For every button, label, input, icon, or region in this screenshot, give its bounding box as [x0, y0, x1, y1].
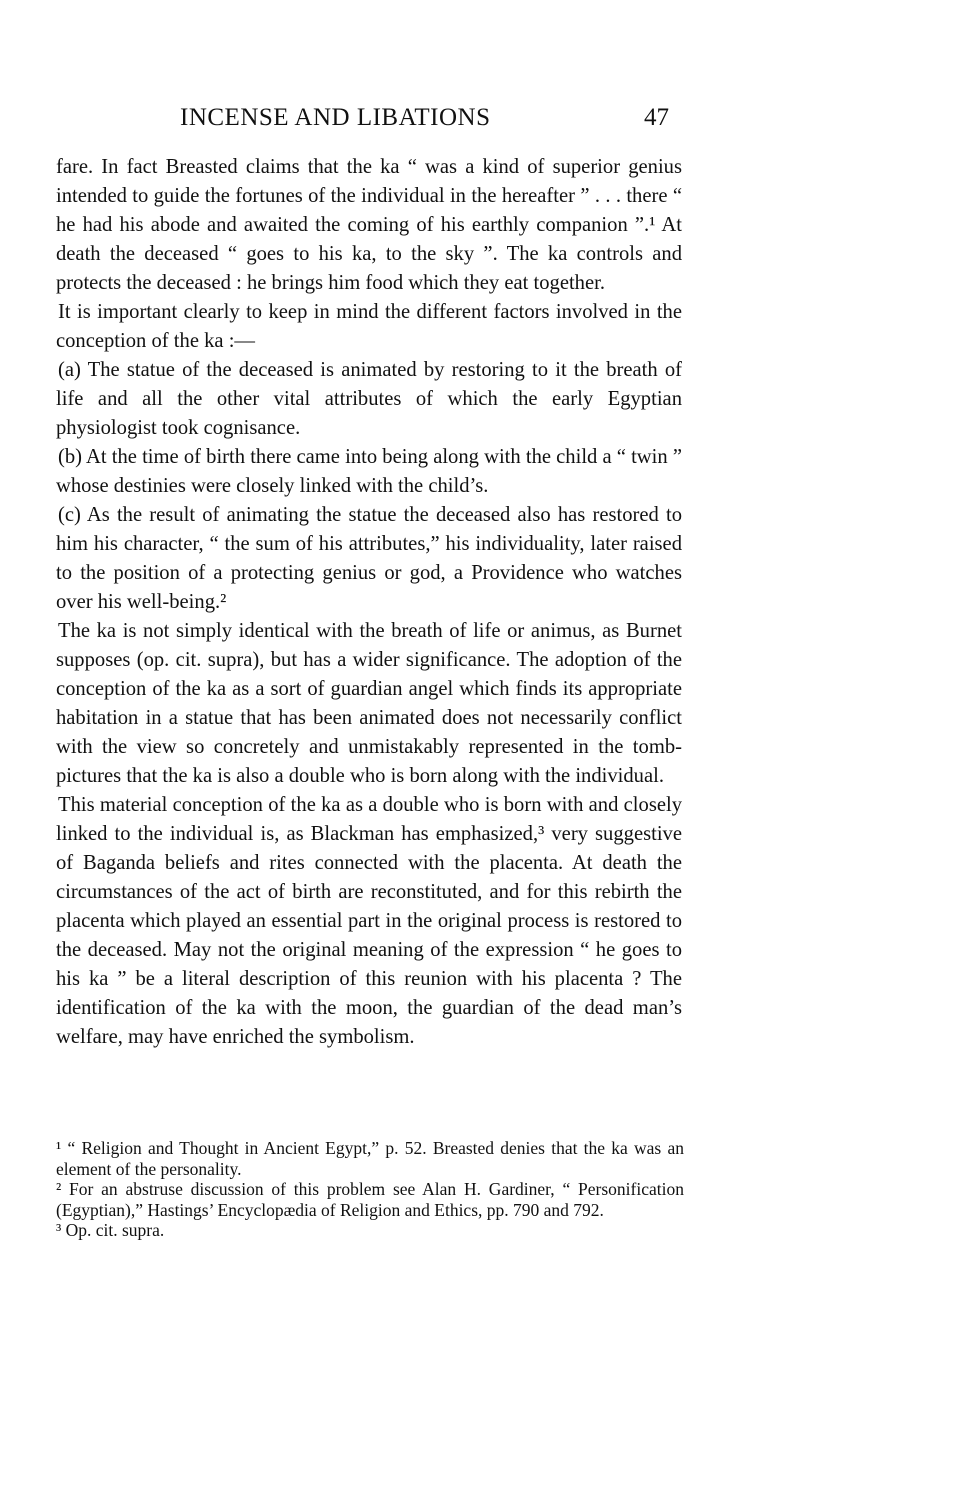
running-title: INCENSE AND LIBATIONS	[180, 104, 491, 131]
paragraph-6: The ka is not simply identical with the breath of life or animus, as Burnet supposes (op. cit. supra), but has a wider significance. The adoption of the conception of the ka as a sort of guardian angel which finds its appropriate habitation in a statue that has been animated does not necessarily conflict with the view so concretely and unmistakably represented in the tomb-pictures that the ka is also a double who is born along with the individual.	[56, 620, 682, 787]
footnote-1: ¹ “ Religion and Thought in Ancient Egypt,” p. 52. Breasted denies that the ka was an element of the personality.	[56, 1138, 684, 1179]
body-text	[56, 153, 682, 1052]
footnote-3: ³ Op. cit. supra.	[56, 1220, 165, 1240]
paragraph-7: This material conception of the ka as a double who is born with and closely linked to the individual is, as Blackman has emphasized,³ very suggestive of Baganda beliefs and rites connected with the placenta. At death the circumstances of the act of birth are reconstituted, and for this rebirth the placenta which played an essential part in the original process is restored to the deceased. May not the original meaning of the expression “ he goes to his ka ” be a literal description of this reunion with his placenta ? The identification of the ka with the moon, the guardian of the dead man’s welfare, may have enriched the symbolism.	[56, 794, 682, 1048]
paragraph-3: (a) The statue of the deceased is animated by restoring to it the breath of life and all the other vital attributes of which the early Egyptian physiologist took cognisance.	[56, 359, 682, 439]
footnote-2: ² For an abstruse discussion of this problem see Alan H. Gardiner, “ Personification (Egyptian),” Hastings’ Encyclopædia of Religion and Ethics, pp. 790 and 792.	[56, 1179, 684, 1220]
footnotes	[56, 1138, 684, 1241]
page-number: 47	[644, 104, 669, 131]
paragraph-2: It is important clearly to keep in mind the different factors involved in the conception of the ka :—	[56, 301, 682, 352]
paragraph-4: (b) At the time of birth there came into being along with the child a “ twin ” whose destinies were closely linked with the child’s.	[56, 446, 682, 497]
paragraph-1: fare. In fact Breasted claims that the ka “ was a kind of superior genius intended to guide the fortunes of the individual in the hereafter ” . . . there “ he had his abode and awaited the coming of his earthly companion ”.¹ At death the deceased “ goes to his ka, to the sky ”. The ka controls and protects the deceased : he brings him food which they eat together.	[56, 156, 682, 294]
paragraph-5: (c) As the result of animating the statue the deceased also has restored to him his character, “ the sum of his attributes,” his individuality, later raised to the position of a protecting genius or god, a Providence who watches over his well-being.²	[56, 504, 682, 613]
